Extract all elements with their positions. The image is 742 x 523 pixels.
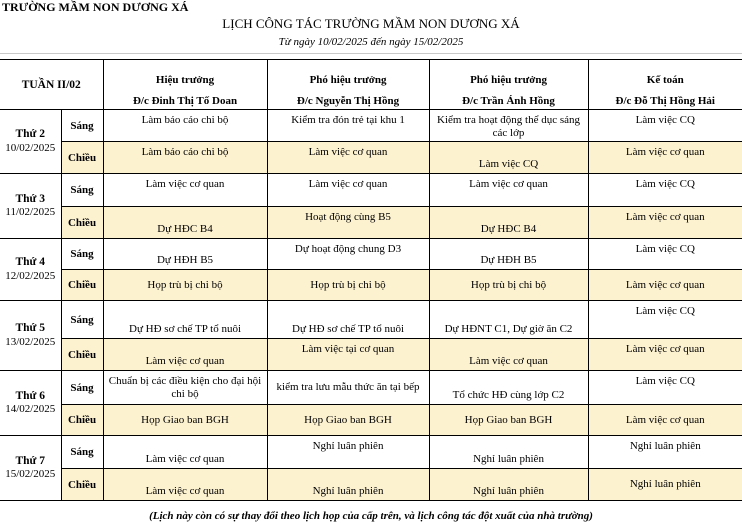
schedule-cell: Họp trù bị chi bộ: [429, 270, 588, 301]
table-row: [0, 207, 742, 239]
schedule-cell: Chuẩn bị các điều kiện cho đại hội chi bộ: [103, 371, 267, 405]
session-morning: Sáng: [61, 110, 103, 142]
schedule-cell: Làm việc cơ quan: [429, 174, 588, 207]
session-afternoon: Chiều: [61, 405, 103, 436]
school-name: TRƯỜNG MẦM NON DƯƠNG XÁ: [2, 0, 189, 14]
schedule-cell: kiểm tra lưu mẫu thức ăn tại bếp: [267, 371, 429, 405]
role-vice-principal-1: Phó hiệu trưởng: [267, 60, 429, 87]
table-row: [0, 469, 742, 501]
schedule-cell: Làm việc cơ quan: [103, 436, 267, 469]
schedule-cell: Làm việc cơ quan: [588, 270, 742, 301]
session-afternoon: Chiều: [61, 142, 103, 174]
schedule-cell: Nghỉ luân phiên: [267, 436, 429, 469]
schedule-cell: Làm việc CQ: [588, 110, 742, 142]
schedule-cell: Nghỉ luân phiên: [429, 469, 588, 501]
name-accountant: Đ/c Đỗ Thị Hồng Hải: [588, 87, 742, 110]
day-label: Thứ 7 15/02/2025: [0, 436, 61, 501]
table-row: [0, 436, 742, 469]
schedule-cell: Làm việc cơ quan: [588, 405, 742, 436]
name-principal: Đ/c Đinh Thị Tố Doan: [103, 87, 267, 110]
footer-note: (Lịch này còn có sự thay đổi theo lịch họp của cấp trên, và lịch công tác đột xuất của nhà trường): [149, 510, 593, 522]
schedule-cell: Làm báo cáo chi bộ: [103, 110, 267, 142]
schedule-cell: Làm việc CQ: [429, 142, 588, 174]
session-afternoon: Chiều: [61, 339, 103, 371]
session-afternoon: Chiều: [61, 207, 103, 239]
schedule-cell: Làm việc cơ quan: [588, 207, 742, 239]
schedule-cell: Họp trù bị chi bộ: [103, 270, 267, 301]
table-row: [0, 301, 742, 339]
schedule-cell: Dự HĐC B4: [429, 207, 588, 239]
schedule-date-range: Từ ngày 10/02/2025 đến ngày 15/02/2025: [278, 36, 464, 48]
schedule-cell: Nghỉ luân phiên: [267, 469, 429, 501]
schedule-cell: Làm việc cơ quan: [429, 339, 588, 371]
schedule-cell: Họp Giao ban BGH: [103, 405, 267, 436]
schedule-table: [0, 59, 742, 501]
role-accountant: Kế toán: [588, 60, 742, 87]
schedule-cell: Dự HĐH B5: [103, 239, 267, 270]
header-row-names: [0, 87, 742, 110]
day-label: Thứ 4 12/02/2025: [0, 239, 61, 301]
session-afternoon: Chiều: [61, 270, 103, 301]
schedule-cell: Làm việc cơ quan: [588, 142, 742, 174]
table-row: [0, 405, 742, 436]
table-row: [0, 339, 742, 371]
name-vice-principal-1: Đ/c Nguyễn Thị Hồng: [267, 87, 429, 110]
session-morning: Sáng: [61, 174, 103, 207]
session-morning: Sáng: [61, 371, 103, 405]
header-divider: [0, 53, 742, 54]
schedule-cell: Nghỉ luân phiên: [429, 436, 588, 469]
table-row: [0, 371, 742, 405]
schedule-cell: Dự hoạt động chung D3: [267, 239, 429, 270]
schedule-cell: Nghỉ luân phiên: [588, 469, 742, 501]
schedule-cell: Làm báo cáo chi bộ: [103, 142, 267, 174]
schedule-cell: Làm việc CQ: [588, 301, 742, 339]
schedule-cell: Dự HĐ sơ chế TP tổ nuôi: [267, 301, 429, 339]
session-morning: Sáng: [61, 239, 103, 270]
schedule-cell: Tổ chức HĐ cùng lớp C2: [429, 371, 588, 405]
role-principal: Hiệu trưởng: [103, 60, 267, 87]
schedule-cell: Làm việc tại cơ quan: [267, 339, 429, 371]
table-row: [0, 110, 742, 142]
day-label: Thứ 2 10/02/2025: [0, 110, 61, 174]
schedule-cell: Họp Giao ban BGH: [267, 405, 429, 436]
table-row: [0, 239, 742, 270]
schedule-cell: Họp trù bị chi bộ: [267, 270, 429, 301]
session-morning: Sáng: [61, 301, 103, 339]
role-vice-principal-2: Phó hiệu trưởng: [429, 60, 588, 87]
schedule-cell: Kiểm tra hoạt động thể dục sáng các lớp: [429, 110, 588, 142]
schedule-cell: Dự HĐC B4: [103, 207, 267, 239]
schedule-cell: Dự HĐ sơ chế TP tổ nuôi: [103, 301, 267, 339]
table-row: [0, 270, 742, 301]
day-label: Thứ 5 13/02/2025: [0, 301, 61, 371]
table-row: [0, 142, 742, 174]
schedule-cell: Làm việc cơ quan: [267, 174, 429, 207]
schedule-cell: Làm việc CQ: [588, 239, 742, 270]
schedule-cell: Nghỉ luân phiên: [588, 436, 742, 469]
schedule-cell: Họp Giao ban BGH: [429, 405, 588, 436]
schedule-cell: Làm việc CQ: [588, 371, 742, 405]
day-label: Thứ 6 14/02/2025: [0, 371, 61, 436]
session-morning: Sáng: [61, 436, 103, 469]
schedule-cell: Làm việc cơ quan: [267, 142, 429, 174]
name-vice-principal-2: Đ/c Trần Ánh Hồng: [429, 87, 588, 110]
schedule-cell: Làm việc cơ quan: [588, 339, 742, 371]
session-afternoon: Chiều: [61, 469, 103, 501]
schedule-cell: Làm việc cơ quan: [103, 339, 267, 371]
schedule-cell: Dự HĐH B5: [429, 239, 588, 270]
week-label: TUẦN II/02: [0, 60, 103, 110]
schedule-cell: Hoạt động cùng B5: [267, 207, 429, 239]
schedule-cell: Dự HĐNT C1, Dự giờ ăn C2: [429, 301, 588, 339]
schedule-title: LỊCH CÔNG TÁC TRƯỜNG MẦM NON DƯƠNG XÁ: [222, 16, 520, 31]
schedule-cell: Kiểm tra đón trẻ tại khu 1: [267, 110, 429, 142]
schedule-cell: Làm việc cơ quan: [103, 174, 267, 207]
table-row: [0, 174, 742, 207]
header-row-roles: [0, 60, 742, 87]
day-label: Thứ 3 11/02/2025: [0, 174, 61, 239]
schedule-cell: Làm việc CQ: [588, 174, 742, 207]
schedule-cell: Làm việc cơ quan: [103, 469, 267, 501]
